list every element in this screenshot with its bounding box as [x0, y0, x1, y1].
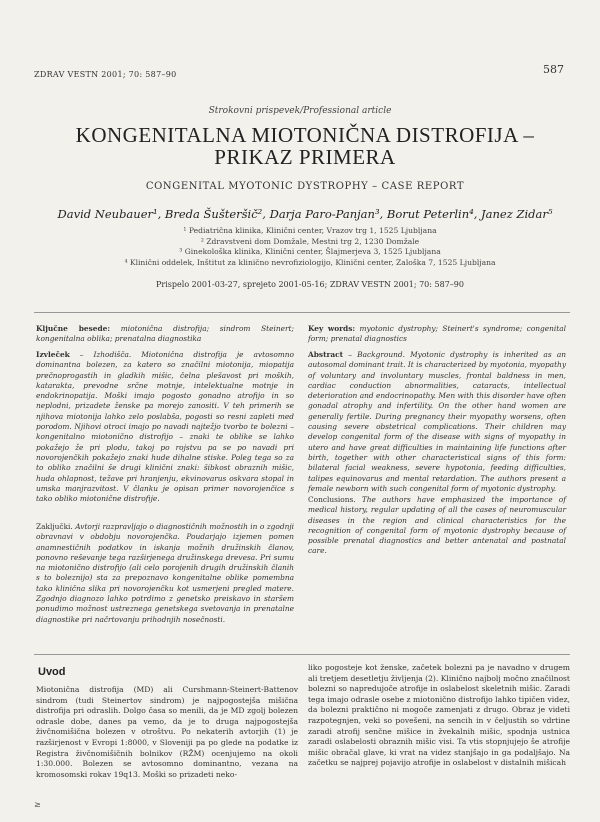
- article-title: [40, 124, 570, 168]
- intro-heading: Uvod: [38, 666, 66, 678]
- abstract-en: [308, 350, 566, 494]
- english-title: CONGENITAL MYOTONIC DYSTROPHY – CASE REPORT: [145, 181, 465, 192]
- conclusions-sl-label: Zaključki.: [36, 522, 73, 531]
- title-line-2: PRIKAZ PRIMERA: [214, 145, 396, 169]
- abstract-sl: [36, 350, 294, 504]
- abstract-sl-text: – Izhodišča. Miotonična distrofija je avtosomno dominantna bolezen, za katero so značilni miotonija, miopatija prečnoprogastih in gladkih mišic, čelna plešavost pri moških, katarakta, prevodne srčne motnje, intelektualne motnje in endokrinopatija. Moški imajo pogosto gonadno atrofijo in so neplodni, prizadete ženske pa morejo zanositi. V teh primerih se njihova miotonija lahko zelo poslabša, pogosti so resni zapleti med porodom. Njihovi otroci imajo po navadi najtežjo tvorbo te bolezni – kongenitalno miotonično distrofijo – znaki te oblike se lahko pokažejo že pri plodu, takoj po rojstvu pa se po navadi pri novorojenčkih pokažejo znaki hude dihalne stiske. Poleg tega so za to obliko značilni še drugi klinični znaki: šibkost obraznih mišic, huda ohlapnost, težave pri hranjenju, ekvinovarus oskvara stopal in umska manjrazvitost. V članku je opisan primer novorojenčice s tako obliko miotonične distrofije.: [36, 350, 294, 504]
- footer-mark: ≥: [34, 800, 41, 809]
- divider-top: [34, 312, 570, 313]
- keywords-en-text: myotonic dystrophy; Steinert's syndrome; congenital form; prenatal diagnostics: [308, 324, 566, 344]
- affiliation-3: ³ Ginekološka klinika, Klinični center, Šlajmerjeva 3, 1525 Ljubljana: [179, 247, 441, 256]
- article-type: Strokovni prispevek/Professional article: [208, 106, 392, 116]
- abstract-en-text: – Background. Myotonic dystrophy is inherited as an autosomal dominant trait. It is characterized by myotonia, myopathy of voluntary and involuntary muscles, frontal baldness in men, cardiac conduction abnormalities, cataracts, intellectual deterioration and endocrinopathy. Men with this disorder have often gonadal atrophy and infertility. On the other hand women are generally fertile. During pregnancy their myopathy worsens, often causing severe obstetrical complications. Their children may develop congenital form of the disease with signs of myopathy in utero and have great difficulties in maintaining life functions after birth, together with other characteristical signs of this form: bilateral facial weakness, severe hypotonia, feeding difficulties, talipes equinovarus and mental retardation. The authors present a female newborn with such congenital form of myotonic dystrophy.: [308, 350, 566, 493]
- affiliation-2: ² Zdravstveni dom Domžale, Mestni trg 2, 1230 Domžale: [200, 236, 420, 246]
- abstract-sl-label: Izvleček: [36, 350, 70, 359]
- conclusions-sl: [36, 522, 294, 625]
- divider-bottom: [34, 654, 570, 655]
- title-line-1: KONGENITALNA MIOTONIČNA DISTROFIJA –: [75, 123, 535, 147]
- affiliation-4: ⁴ Klinični oddelek, Inštitut za klinično nevrofiziologijo, Klinični center, Zaloška 7, 1525 Ljubljana: [124, 257, 496, 267]
- keywords-en: [308, 324, 566, 345]
- page-number: 587: [543, 63, 564, 76]
- conclusions-sl-text: Avtorji razpravljajo o diagnostičnih možnostih in o zgodnji obravnavi v obdobju novorojenčka. Poudarjajo izjemen pomen anamnestičnih podatkov in iskanja možnih družinskih članov, ponovno reševanje tega razširjenega družinskega drevesa. Pri sumu na miotonično distrofijo (ali celo porojenih drugih družinskih članih s to boleznijo) sta za prepoznavo kongenitalne oblike pomembna tako klinična slika pri novorojenčku kot usmerjeni pregled matere. Zgodnjo diagnozo lahko potrdimo z genetsko preiskavo in staršem ponudimo možnost ustreznega genetskega svetovanja in prenatalne diagnostike pri načrtovanju prihodnjih nosečnosti.: [36, 522, 294, 624]
- keywords-sl-label: Ključne besede:: [36, 324, 111, 333]
- running-head: ZDRAV VESTN 2001; 70: 587–90: [34, 70, 177, 79]
- conclusions-en-label: Conclusions.: [308, 495, 356, 504]
- intro-text-right: liko pogosteje kot ženske, začetek bolezni pa je navadno v drugem ali tretjem desetletju življenja (2). Klinično najbolj močno značilnost bolezni so napredujoče atrofije in oslabelost skeletnih mišic. Zaradi tega imajo odrasle osebe z miotonično distrofijo lahko tipičen videz, da bolezni praktično ni mogoče zamenjati z drugo. Obraz je videti razpotegnjen, veki so povešeni, na sencih in v čeljustih so vdrtine zaradi atrofij senčne mišice in žvekalnih mišic, spodnja ustnica zaradi oslabelosti obraznih mišic visi. Ta vtis stopnjujejo še atrofije mišic obračal glave, ki vrat na videz stanjšajo in ga podaljšajo. Na začetku se najprej pojavijo atrofije in oslabelost v distalnih mišicah: [308, 663, 570, 768]
- keywords-sl-text: miotonična distrofija; sindrom Steinert; kongenitalna oblika; prenatalna diagnostika: [36, 324, 294, 344]
- affiliations: [40, 226, 580, 268]
- author-list: David Neubauer¹, Breda Šušteršič², Darja Paro-Panjan³, Borut Peterlin⁴, Janez Zidar⁵: [57, 207, 553, 221]
- intro-text-left: Miotonična distrofija (MD) ali Curshmann-Steinert-Battenov sindrom (tudi Steinertov sindrom) je najpogostejša mišična distrofija pri odraslih. Dolgo časa so menili, da je MD zgolj bolezen odrasle dobe, danes pa vemo, da je to druga najpogostejša živčnomišična bolezen v otroštvu. Po nekaterih avtorjih (1) je razširjenost v Evropi 1:8000, v Sloveniji pa po glede na podatke iz Registra živčnomišičnih bolnikov (RŽM) ocenjujemo na okoli 1:30.000. Bolezen se avtosomno dominantno, vezana na kromosomski rokav 19q13. Moški so prizadeti neko-: [36, 685, 298, 779]
- abstract-en-label: Abstract: [308, 350, 344, 359]
- conclusions-en-text: The authors have emphasized the importance of medical history, regular updating of all the cases of neuromuscular diseases in the region and clinical characteristics for the recognition of congenital form of myotonic dystrophy because of possible prenatal diagnostics and better antenatal and postnatal care.: [308, 495, 566, 556]
- keywords-sl: [36, 324, 294, 345]
- affiliation-1: ¹ Pediatrična klinika, Klinični center, Vrazov trg 1, 1525 Ljubljana: [183, 226, 437, 235]
- received-dates: Prispelo 2001-03-27, sprejeto 2001-05-16; ZDRAV VESTN 2001; 70: 587–90: [156, 280, 464, 289]
- conclusions-en: [308, 495, 566, 557]
- keywords-en-label: Key words:: [308, 324, 356, 333]
